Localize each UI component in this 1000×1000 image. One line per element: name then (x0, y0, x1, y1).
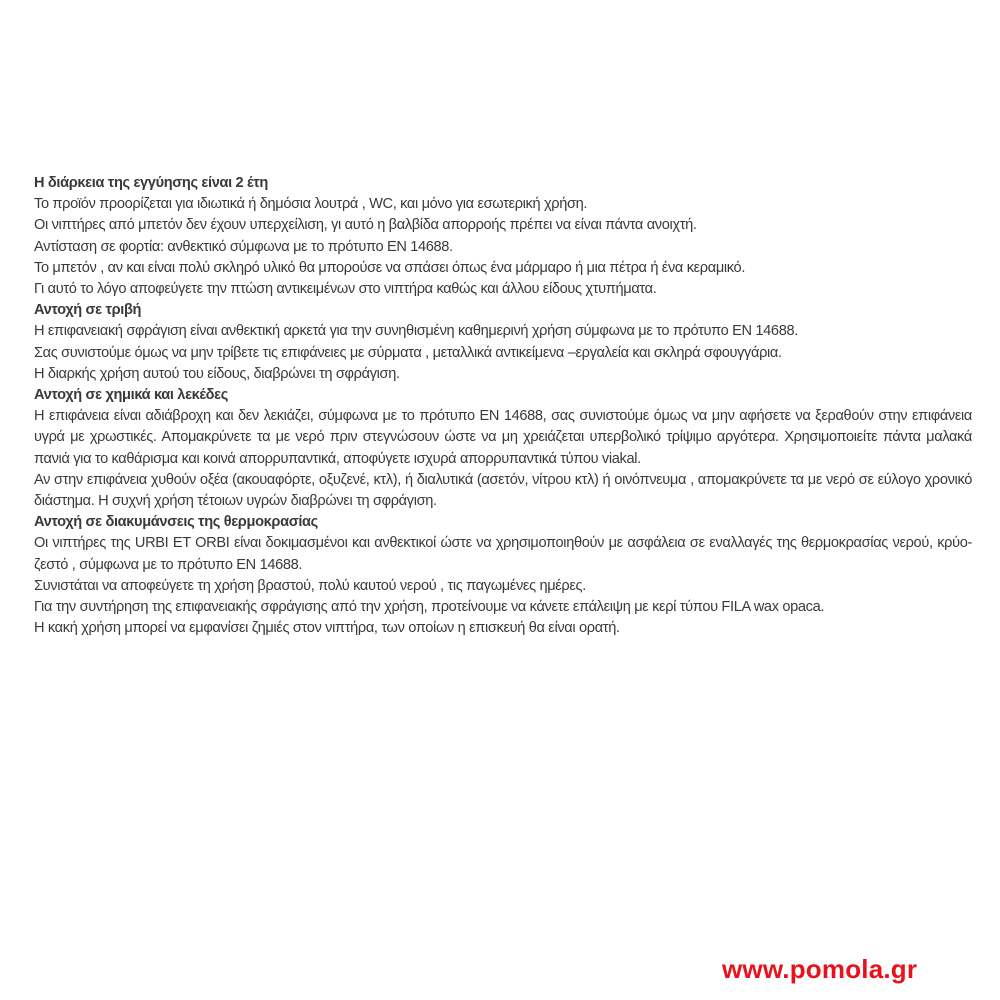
chemicals-paragraph: Αν στην επιφάνεια χυθούν οξέα (ακουαφόρτε, οξυζενέ, κτλ), ή διαλυτικά (ασετόν, νίτρου κτλ) ή οινόπνευμα , απομακρύνετε τα με νερό σε εύλογο χρονικό διάστημα. Η συχνή χρήση τέτοιων υγρών διαβρώνει τη σφράγιση. (34, 471, 972, 510)
temperature-heading: Αντοχή σε διακυμάνσεις της θερμοκρασίας (34, 514, 318, 531)
intro-line: Το μπετόν , αν και είναι πολύ σκληρό υλικό θα μπορούσε να σπάσει όπως ένα μάρμαρο ή μια πέτρα ή ένα κεραμικό. (34, 259, 746, 276)
closing-line: Η κακή χρήση μπορεί να εμφανίσει ζημιές στον νιπτήρα, των οποίων η επισκευή θα είναι ορατή. (34, 620, 620, 637)
abrasion-line: Η επιφανειακή σφράγιση είναι ανθεκτική αρκετά για την συνηθισμένη καθημερινή χρήση σύμφωνα με το πρότυπο EN 14688. (34, 323, 798, 340)
closing-line: Συνιστάται να αποφεύγετε τη χρήση βραστού, πολύ καυτού νερού , τις παγωμένες ημέρες. (34, 577, 586, 594)
temperature-paragraph: Οι νιπτήρες της URBI ET ORBI είναι δοκιμασμένοι και ανθεκτικοί ώστε να χρησιμοποιηθούν με ασφάλεια σε εναλλαγές της θερμοκρασίας νερού, κρύο-ζεστό , σύμφωνα με το πρότυπο EN 14688. (34, 535, 972, 573)
intro-line: Αντίσταση σε φορτία: ανθεκτικό σύμφωνα με το πρότυπο EN 14688. (34, 238, 453, 255)
intro-line: Οι νιπτήρες από μπετόν δεν έχουν υπερχείλιση, γι αυτό η βαλβίδα απορροής πρέπει να είναι πάντα ανοιχτή. (34, 217, 697, 234)
intro-line: Γι αυτό το λόγο αποφεύγετε την πτώση αντικειμένων στο νιπτήρα καθώς και άλλου είδους χτυπήματα. (34, 281, 657, 298)
warranty-heading: Η διάρκεια της εγγύησης είναι 2 έτη (34, 175, 268, 191)
chemicals-paragraph: Η επιφάνεια είναι αδιάβροχη και δεν λεκιάζει, σύμφωνα με το πρότυπο EN 14688, σας συνιστούμε όμως να μην αφήσετε να ξεραθούν στην επιφάνεια υγρά με χρωστικές. Απομακρύνετε τα με νερό πριν στεγνώσουν ώστε να μη χρειάζεται υπερβολικό τρίψιμο αργότερα. Χρησιμοποιείτε πάντα μαλακά πανιά για το καθάρισμα και κοινά απορρυπαντικά, αποφύγετε ισχυρά απορρυπαντικά τύπου viakal. (34, 408, 972, 467)
abrasion-line: Σας συνιστούμε όμως να μην τρίβετε τις επιφάνειες με σύρματα , μεταλλικά αντικείμενα –εργαλεία και σκληρά σφουγγάρια. (34, 344, 782, 361)
abrasion-heading: Αντοχή σε τριβή (34, 302, 142, 319)
closing-line: Για την συντήρηση της επιφανειακής σφράγισης από την χρήση, προτείνουμε να κάνετε επάλειψη με κερί τύπου FILA wax opaca. (34, 599, 825, 616)
document-body (34, 173, 972, 639)
chemicals-heading: Αντοχή σε χημικά και λεκέδες (34, 387, 228, 404)
intro-line: Το προϊόν προορίζεται για ιδιωτικά ή δημόσια λουτρά , WC, και μόνο για εσωτερική χρήση. (34, 196, 588, 213)
website-link[interactable]: www.pomola.gr (722, 954, 918, 984)
abrasion-line: Η διαρκής χρήση αυτού του είδους, διαβρώνει τη σφράγιση. (34, 365, 400, 382)
